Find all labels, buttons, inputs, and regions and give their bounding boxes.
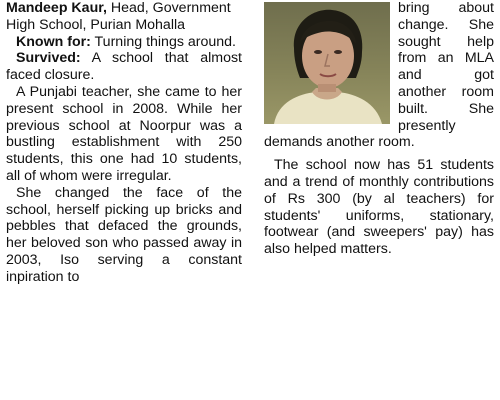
known-for-text: Turning things around. [90, 33, 236, 50]
known-for-label: Known for: [16, 33, 91, 50]
right-column [264, 0, 494, 258]
portrait-photo [264, 2, 390, 124]
subject-name: Mandeep Kaur, [6, 0, 107, 16]
portrait-illustration [264, 2, 390, 124]
subject-title: Head, Government High School, Purian Mohalla [6, 0, 231, 33]
survived-label: Survived: [16, 50, 81, 67]
right-paragraph-2: The school now has 51 students and a trend of monthly contributions of Rs 300 (by al teachers) for students' uniforms, stationary, footwear (and sweepers' pay) has also helped matters. [264, 157, 494, 258]
paragraph-2: She changed the face of the school, herself picking up bricks and pebbles that defaced the grounds, her beloved son who passed away in 2003, Iso serving a constant inpiration to [6, 184, 242, 285]
known-for-line [6, 34, 242, 51]
paragraph-1: A Punjabi teacher, she came to her present school in 2008. While her previous school at Noorpur was a bustling establishment with 250 students, this one had 10 students, all of whom were irregular. [6, 83, 242, 184]
profile-header [6, 0, 242, 34]
left-column [6, 0, 242, 286]
survived-text: A school that almost faced closure. [6, 50, 242, 84]
right-paragraph-1: bring about change. She sought help from an MLA and got another room built. She presently demands another room. [264, 0, 494, 151]
survived-line [6, 50, 242, 84]
